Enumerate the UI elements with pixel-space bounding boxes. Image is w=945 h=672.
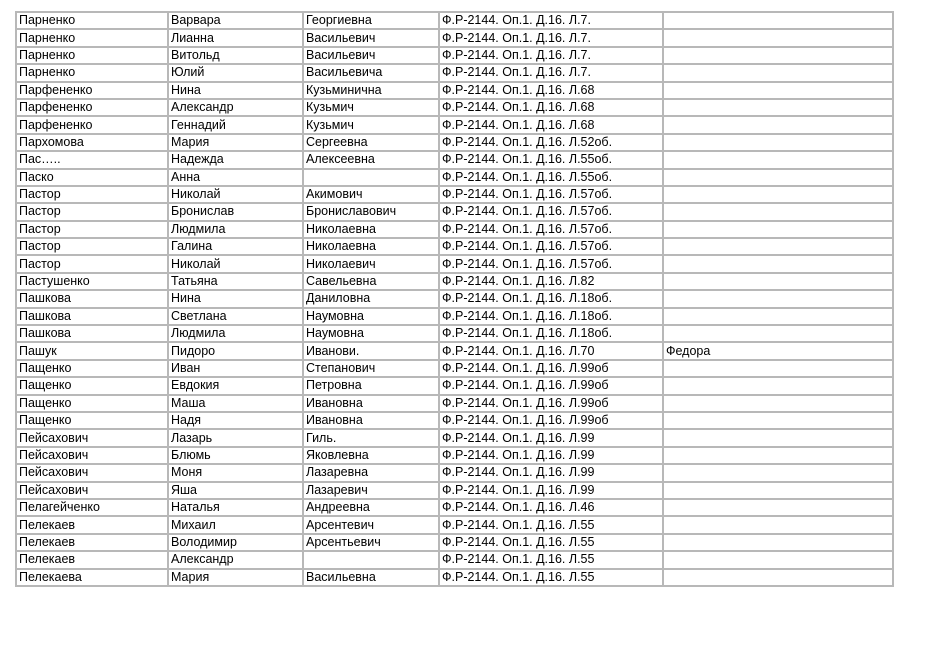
- patronymic-cell: Лазаревна: [303, 464, 439, 481]
- table-row: [16, 273, 893, 290]
- table-row: [16, 221, 893, 238]
- archive-reference-cell: Ф.Р-2144. Оп.1. Д.16. Л.7.: [439, 47, 663, 64]
- patronymic-cell: [303, 551, 439, 568]
- surname-cell: Пащенко: [16, 395, 168, 412]
- note-cell: [663, 360, 893, 377]
- patronymic-cell: Андреевна: [303, 499, 439, 516]
- patronymic-cell: Иванови.: [303, 342, 439, 359]
- first-name-cell: Нина: [168, 290, 303, 307]
- archive-reference-cell: Ф.Р-2144. Оп.1. Д.16. Л.99об: [439, 360, 663, 377]
- table-row: [16, 447, 893, 464]
- first-name-cell: Лазарь: [168, 429, 303, 446]
- surname-cell: Пашкова: [16, 290, 168, 307]
- surname-cell: Пелекаева: [16, 569, 168, 586]
- table-row: [16, 64, 893, 81]
- patronymic-cell: Даниловна: [303, 290, 439, 307]
- table-row: [16, 412, 893, 429]
- note-cell: [663, 255, 893, 272]
- surname-cell: Парненко: [16, 29, 168, 46]
- table-row: [16, 12, 893, 29]
- patronymic-cell: Кузьмич: [303, 99, 439, 116]
- note-cell: [663, 186, 893, 203]
- patronymic-cell: Васильевна: [303, 569, 439, 586]
- surname-cell: Пащенко: [16, 412, 168, 429]
- archive-reference-cell: Ф.Р-2144. Оп.1. Д.16. Л.7.: [439, 12, 663, 29]
- archive-reference-cell: Ф.Р-2144. Оп.1. Д.16. Л.57об.: [439, 238, 663, 255]
- surname-cell: Пастушенко: [16, 273, 168, 290]
- first-name-cell: Витольд: [168, 47, 303, 64]
- first-name-cell: Галина: [168, 238, 303, 255]
- note-cell: [663, 238, 893, 255]
- note-cell: [663, 429, 893, 446]
- patronymic-cell: Васильевич: [303, 29, 439, 46]
- table-row: [16, 551, 893, 568]
- first-name-cell: Мария: [168, 134, 303, 151]
- patronymic-cell: Ивановна: [303, 395, 439, 412]
- note-cell: [663, 569, 893, 586]
- surname-cell: Пащенко: [16, 360, 168, 377]
- first-name-cell: Моня: [168, 464, 303, 481]
- first-name-cell: Надежда: [168, 151, 303, 168]
- patronymic-cell: Васильевича: [303, 64, 439, 81]
- archive-reference-cell: Ф.Р-2144. Оп.1. Д.16. Л.57об.: [439, 255, 663, 272]
- first-name-cell: Мария: [168, 569, 303, 586]
- first-name-cell: Светлана: [168, 308, 303, 325]
- first-name-cell: Лианна: [168, 29, 303, 46]
- surname-cell: Пелагейченко: [16, 499, 168, 516]
- table-row: [16, 47, 893, 64]
- table-row: [16, 134, 893, 151]
- surname-cell: Пастор: [16, 186, 168, 203]
- table-row: [16, 499, 893, 516]
- surname-cell: Пелекаев: [16, 516, 168, 533]
- archive-reference-cell: Ф.Р-2144. Оп.1. Д.16. Л.7.: [439, 64, 663, 81]
- table-row: [16, 238, 893, 255]
- patronymic-cell: Николаевич: [303, 255, 439, 272]
- first-name-cell: Надя: [168, 412, 303, 429]
- note-cell: [663, 464, 893, 481]
- first-name-cell: Бронислав: [168, 203, 303, 220]
- note-cell: [663, 82, 893, 99]
- table-row: [16, 29, 893, 46]
- table-row: [16, 534, 893, 551]
- patronymic-cell: Наумовна: [303, 308, 439, 325]
- archive-reference-cell: Ф.Р-2144. Оп.1. Д.16. Л.68: [439, 82, 663, 99]
- note-cell: [663, 116, 893, 133]
- table-row: [16, 395, 893, 412]
- first-name-cell: Михаил: [168, 516, 303, 533]
- first-name-cell: Татьяна: [168, 273, 303, 290]
- note-cell: [663, 377, 893, 394]
- table-row: [16, 325, 893, 342]
- note-cell: [663, 151, 893, 168]
- archive-reference-cell: Ф.Р-2144. Оп.1. Д.16. Л.68: [439, 99, 663, 116]
- archive-reference-cell: Ф.Р-2144. Оп.1. Д.16. Л.99: [439, 429, 663, 446]
- archive-reference-cell: Ф.Р-2144. Оп.1. Д.16. Л.57об.: [439, 186, 663, 203]
- note-cell: [663, 47, 893, 64]
- first-name-cell: Николай: [168, 186, 303, 203]
- surname-cell: Пастор: [16, 203, 168, 220]
- archive-reference-cell: Ф.Р-2144. Оп.1. Д.16. Л.46: [439, 499, 663, 516]
- surname-cell: Парненко: [16, 47, 168, 64]
- patronymic-cell: Степанович: [303, 360, 439, 377]
- surname-cell: Парненко: [16, 64, 168, 81]
- patronymic-cell: Гиль.: [303, 429, 439, 446]
- archive-reference-cell: Ф.Р-2144. Оп.1. Д.16. Л.99: [439, 464, 663, 481]
- note-cell: Федора: [663, 342, 893, 359]
- surname-cell: Пащенко: [16, 377, 168, 394]
- note-cell: [663, 482, 893, 499]
- surname-cell: Паско: [16, 169, 168, 186]
- first-name-cell: Людмила: [168, 325, 303, 342]
- first-name-cell: Юлий: [168, 64, 303, 81]
- first-name-cell: Анна: [168, 169, 303, 186]
- table-row: [16, 464, 893, 481]
- note-cell: [663, 551, 893, 568]
- surname-cell: Парфененко: [16, 82, 168, 99]
- patronymic-cell: Николаевна: [303, 238, 439, 255]
- patronymic-cell: Яковлевна: [303, 447, 439, 464]
- archive-reference-cell: Ф.Р-2144. Оп.1. Д.16. Л.70: [439, 342, 663, 359]
- note-cell: [663, 499, 893, 516]
- note-cell: [663, 203, 893, 220]
- note-cell: [663, 534, 893, 551]
- table-row: [16, 569, 893, 586]
- note-cell: [663, 325, 893, 342]
- patronymic-cell: Кузьмич: [303, 116, 439, 133]
- table-row: [16, 82, 893, 99]
- first-name-cell: Александр: [168, 551, 303, 568]
- table-row: [16, 290, 893, 307]
- note-cell: [663, 273, 893, 290]
- first-name-cell: Иван: [168, 360, 303, 377]
- archive-reference-cell: Ф.Р-2144. Оп.1. Д.16. Л.99об: [439, 377, 663, 394]
- records-table: [15, 11, 894, 587]
- first-name-cell: Александр: [168, 99, 303, 116]
- first-name-cell: Нина: [168, 82, 303, 99]
- archive-reference-cell: Ф.Р-2144. Оп.1. Д.16. Л.68: [439, 116, 663, 133]
- archive-reference-cell: Ф.Р-2144. Оп.1. Д.16. Л.55: [439, 516, 663, 533]
- surname-cell: Пейсахович: [16, 482, 168, 499]
- patronymic-cell: Кузьминична: [303, 82, 439, 99]
- table-row: [16, 151, 893, 168]
- surname-cell: Пастор: [16, 238, 168, 255]
- table-row: [16, 169, 893, 186]
- patronymic-cell: Савельевна: [303, 273, 439, 290]
- table-row: [16, 203, 893, 220]
- surname-cell: Пастор: [16, 255, 168, 272]
- first-name-cell: Евдокия: [168, 377, 303, 394]
- table-row: [16, 186, 893, 203]
- surname-cell: Парфененко: [16, 99, 168, 116]
- archive-reference-cell: Ф.Р-2144. Оп.1. Д.16. Л.55: [439, 534, 663, 551]
- note-cell: [663, 290, 893, 307]
- first-name-cell: Николай: [168, 255, 303, 272]
- first-name-cell: Варвара: [168, 12, 303, 29]
- note-cell: [663, 395, 893, 412]
- note-cell: [663, 308, 893, 325]
- note-cell: [663, 134, 893, 151]
- patronymic-cell: Николаевна: [303, 221, 439, 238]
- patronymic-cell: Лазаревич: [303, 482, 439, 499]
- archive-reference-cell: Ф.Р-2144. Оп.1. Д.16. Л.18об.: [439, 308, 663, 325]
- archive-reference-cell: Ф.Р-2144. Оп.1. Д.16. Л.57об.: [439, 203, 663, 220]
- archive-reference-cell: Ф.Р-2144. Оп.1. Д.16. Л.55: [439, 551, 663, 568]
- patronymic-cell: Сергеевна: [303, 134, 439, 151]
- table-row: [16, 308, 893, 325]
- archive-reference-cell: Ф.Р-2144. Оп.1. Д.16. Л.99об: [439, 395, 663, 412]
- table-row: [16, 116, 893, 133]
- archive-reference-cell: Ф.Р-2144. Оп.1. Д.16. Л.55об.: [439, 151, 663, 168]
- archive-reference-cell: Ф.Р-2144. Оп.1. Д.16. Л.55: [439, 569, 663, 586]
- note-cell: [663, 412, 893, 429]
- surname-cell: Пейсахович: [16, 429, 168, 446]
- surname-cell: Пейсахович: [16, 464, 168, 481]
- patronymic-cell: Арсентьевич: [303, 534, 439, 551]
- surname-cell: Пелекаев: [16, 534, 168, 551]
- note-cell: [663, 99, 893, 116]
- table-row: [16, 377, 893, 394]
- surname-cell: Пас…..: [16, 151, 168, 168]
- note-cell: [663, 64, 893, 81]
- surname-cell: Парфененко: [16, 116, 168, 133]
- first-name-cell: Володимир: [168, 534, 303, 551]
- patronymic-cell: Васильевич: [303, 47, 439, 64]
- note-cell: [663, 221, 893, 238]
- patronymic-cell: Наумовна: [303, 325, 439, 342]
- table-row: [16, 342, 893, 359]
- first-name-cell: Блюмь: [168, 447, 303, 464]
- first-name-cell: Наталья: [168, 499, 303, 516]
- archive-reference-cell: Ф.Р-2144. Оп.1. Д.16. Л.52об.: [439, 134, 663, 151]
- archive-reference-cell: Ф.Р-2144. Оп.1. Д.16. Л.18об.: [439, 290, 663, 307]
- note-cell: [663, 516, 893, 533]
- archive-reference-cell: Ф.Р-2144. Оп.1. Д.16. Л.7.: [439, 29, 663, 46]
- first-name-cell: Геннадий: [168, 116, 303, 133]
- note-cell: [663, 12, 893, 29]
- records-table-body: [16, 12, 893, 586]
- surname-cell: Пейсахович: [16, 447, 168, 464]
- archive-reference-cell: Ф.Р-2144. Оп.1. Д.16. Л.99: [439, 482, 663, 499]
- patronymic-cell: Алексеевна: [303, 151, 439, 168]
- patronymic-cell: Георгиевна: [303, 12, 439, 29]
- surname-cell: Пашкова: [16, 325, 168, 342]
- patronymic-cell: Петровна: [303, 377, 439, 394]
- note-cell: [663, 29, 893, 46]
- archive-reference-cell: Ф.Р-2144. Оп.1. Д.16. Л.99об: [439, 412, 663, 429]
- patronymic-cell: Акимович: [303, 186, 439, 203]
- surname-cell: Пашкова: [16, 308, 168, 325]
- archive-reference-cell: Ф.Р-2144. Оп.1. Д.16. Л.57об.: [439, 221, 663, 238]
- note-cell: [663, 447, 893, 464]
- table-row: [16, 255, 893, 272]
- archive-reference-cell: Ф.Р-2144. Оп.1. Д.16. Л.18об.: [439, 325, 663, 342]
- archive-reference-cell: Ф.Р-2144. Оп.1. Д.16. Л.82: [439, 273, 663, 290]
- patronymic-cell: [303, 169, 439, 186]
- table-row: [16, 482, 893, 499]
- first-name-cell: Пидоро: [168, 342, 303, 359]
- first-name-cell: Маша: [168, 395, 303, 412]
- archive-reference-cell: Ф.Р-2144. Оп.1. Д.16. Л.55об.: [439, 169, 663, 186]
- patronymic-cell: Ивановна: [303, 412, 439, 429]
- surname-cell: Парненко: [16, 12, 168, 29]
- archive-reference-cell: Ф.Р-2144. Оп.1. Д.16. Л.99: [439, 447, 663, 464]
- patronymic-cell: Арсентевич: [303, 516, 439, 533]
- patronymic-cell: Брониславович: [303, 203, 439, 220]
- first-name-cell: Яша: [168, 482, 303, 499]
- table-row: [16, 360, 893, 377]
- table-row: [16, 429, 893, 446]
- surname-cell: Пархомова: [16, 134, 168, 151]
- first-name-cell: Людмила: [168, 221, 303, 238]
- surname-cell: Пелекаев: [16, 551, 168, 568]
- table-row: [16, 99, 893, 116]
- surname-cell: Пастор: [16, 221, 168, 238]
- table-row: [16, 516, 893, 533]
- note-cell: [663, 169, 893, 186]
- surname-cell: Пашук: [16, 342, 168, 359]
